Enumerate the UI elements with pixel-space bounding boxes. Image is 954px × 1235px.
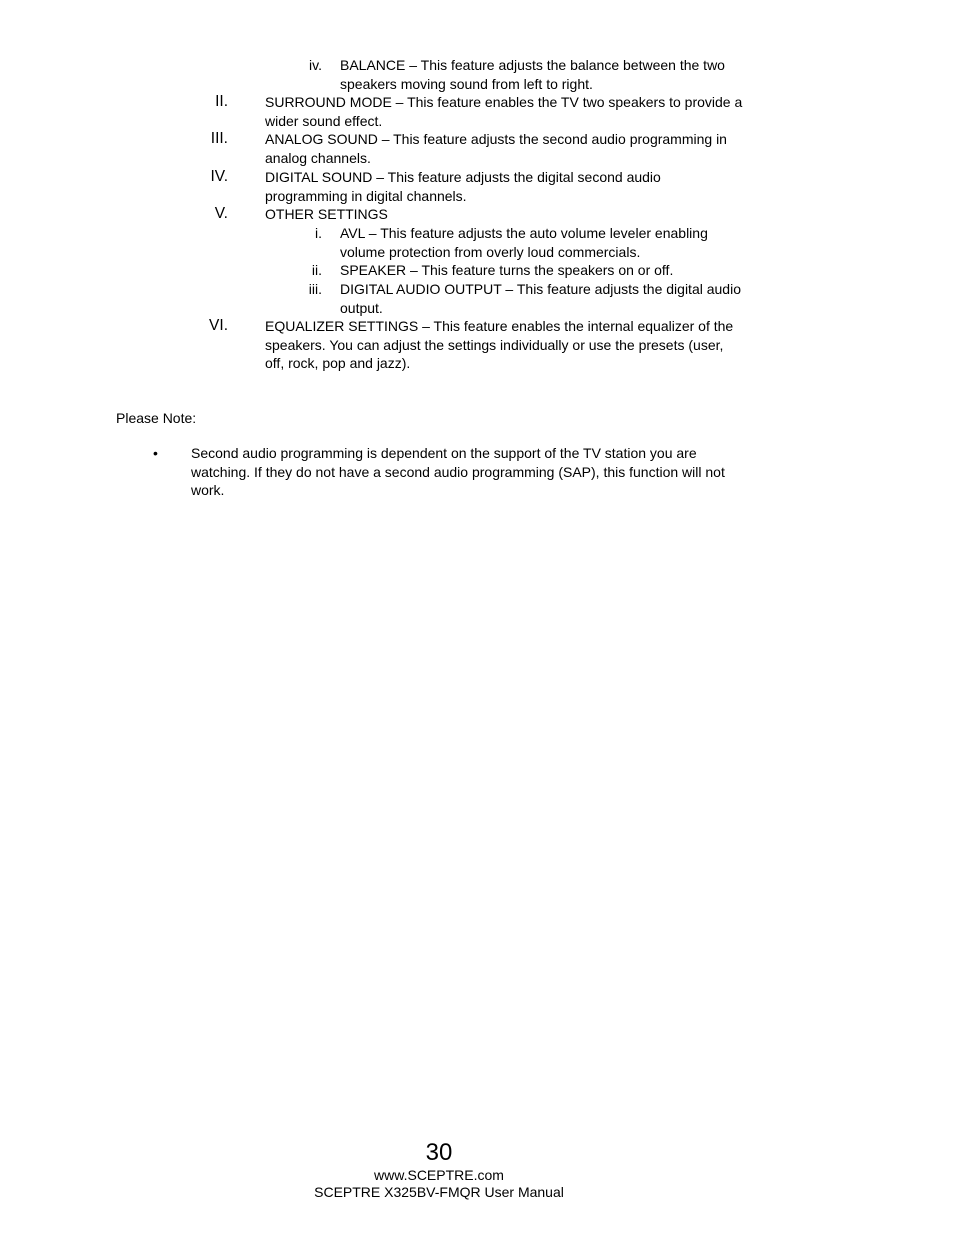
list-item-line: speakers moving sound from left to right.: [340, 75, 593, 92]
note-heading: Please Note:: [116, 410, 197, 426]
list-marker-VI: VI.: [209, 317, 228, 334]
list-marker-II: II.: [215, 93, 228, 110]
footer-manual-title: SCEPTRE X325BV-FMQR User Manual: [314, 1184, 564, 1200]
list-marker-IV: IV.: [210, 168, 228, 185]
list-item-other-settings: [265, 205, 388, 224]
list-item-line: SURROUND MODE – This feature enables the TV two speakers to provide a: [265, 94, 743, 110]
list-item-line: AVL – This feature adjusts the auto volume leveler enabling: [340, 225, 708, 241]
list-item-line: BALANCE – This feature adjusts the balance between the two: [340, 57, 725, 73]
page-number: 30: [425, 1139, 453, 1166]
list-item-line: volume protection from overly loud commercials.: [340, 243, 641, 260]
list-item-digital-sound: [265, 168, 661, 205]
note-line: work.: [191, 482, 225, 499]
list-item-avl: [340, 224, 708, 261]
list-marker-iii: iii.: [308, 281, 322, 297]
list-item-line: DIGITAL SOUND – This feature adjusts the digital second audio: [265, 169, 661, 185]
list-marker-ii: ii.: [311, 262, 322, 278]
list-marker-iv: iv.: [309, 57, 322, 73]
list-item-line: OTHER SETTINGS: [265, 206, 388, 222]
list-item-speaker: [340, 261, 673, 280]
bullet-symbol: •: [153, 445, 158, 461]
list-item-line: wider sound effect.: [265, 112, 383, 129]
list-item-line: programming in digital channels.: [265, 187, 467, 204]
note-line: Second audio programming is dependent on the support of the TV station you are: [191, 445, 697, 461]
list-item-line: analog channels.: [265, 149, 371, 166]
list-item-line: ANALOG SOUND – This feature adjusts the second audio programming in: [265, 131, 727, 147]
list-item-line: output.: [340, 299, 383, 316]
note-bullet-item: [191, 444, 725, 500]
list-item-equalizer-settings: [265, 317, 733, 373]
list-marker-i: i.: [315, 225, 322, 241]
list-item-balance: [340, 56, 725, 93]
list-marker-V: V.: [214, 205, 228, 222]
note-line: watching. If they do not have a second audio programming (SAP), this function will not: [191, 463, 725, 480]
list-item-line: off, rock, pop and jazz).: [265, 355, 411, 372]
list-item-line: DIGITAL AUDIO OUTPUT – This feature adjusts the digital audio: [340, 281, 741, 297]
list-item-surround-mode: [265, 93, 742, 130]
list-marker-III: III.: [210, 130, 228, 147]
list-item-line: speakers. You can adjust the settings individually or use the presets (user,: [265, 336, 724, 353]
list-item-digital-audio-output: [340, 280, 741, 317]
list-item-analog-sound: [265, 130, 727, 167]
list-item-line: EQUALIZER SETTINGS – This feature enables the internal equalizer of the: [265, 318, 734, 334]
list-item-line: SPEAKER – This feature turns the speakers on or off.: [340, 262, 674, 278]
footer-website: www.SCEPTRE.com: [374, 1167, 504, 1183]
